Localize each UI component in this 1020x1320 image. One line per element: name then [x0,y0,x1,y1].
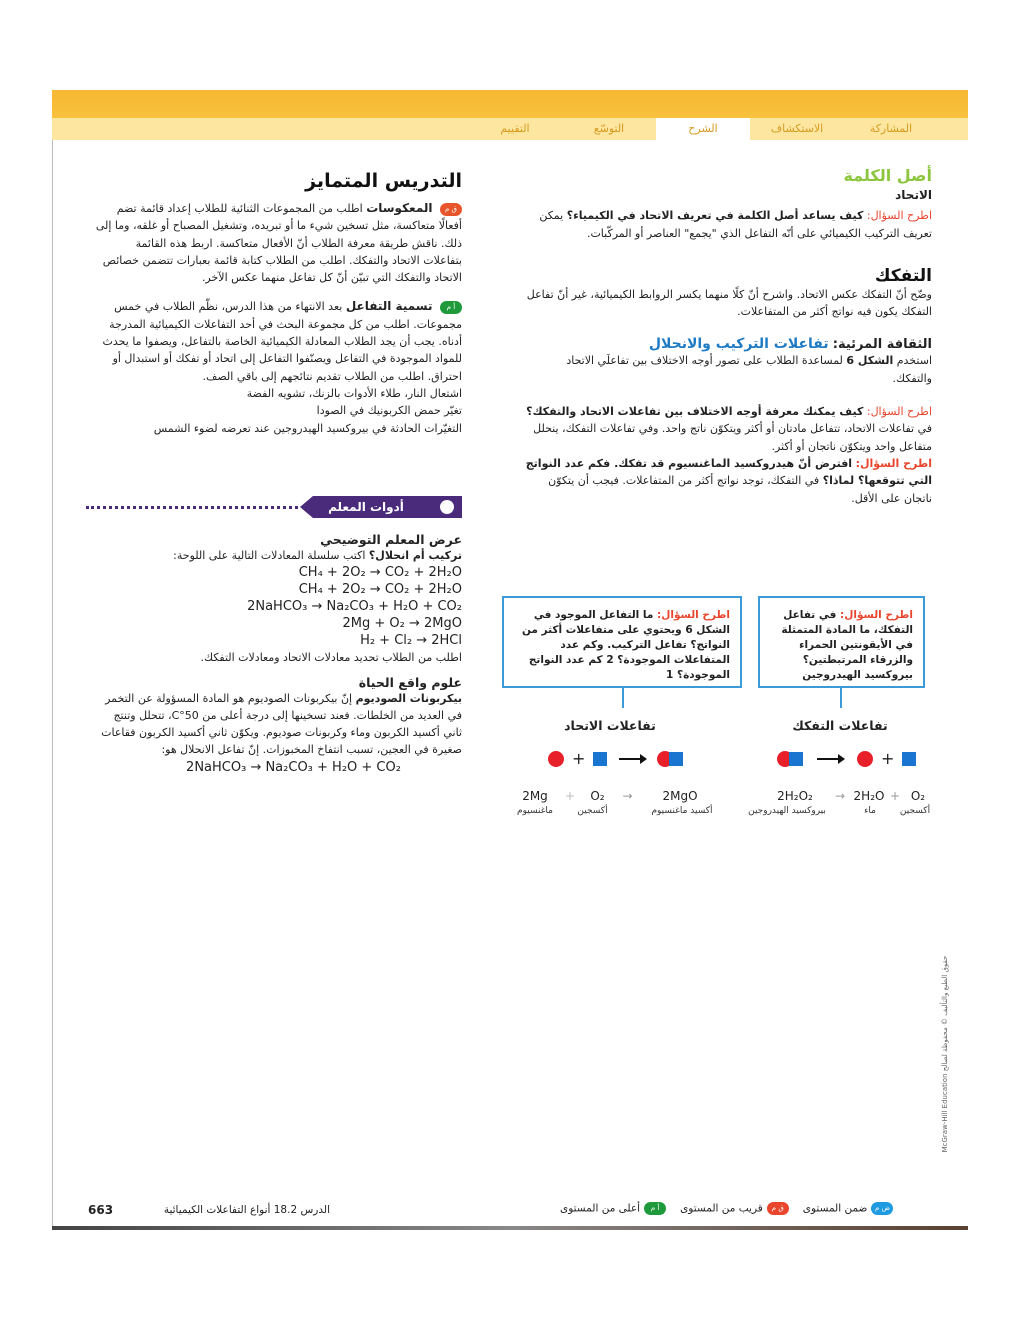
left-column [95,170,462,437]
answer-text: في التفكك، توجد نواتج أكثر من المتفاعلات. فيجب أن يتكوّن ناتجان على الأقل. [548,474,932,505]
question-text: كيف يساعد أصل الكلمة في تعريف الاتحاد في الكيمياء؟ [566,209,864,223]
legend-beyond [560,1202,666,1215]
legend-label: قريب من المستوى [680,1202,763,1215]
activity-text: بعد الانتهاء من هذا الدرس، نظّم الطلاب في خمس مجموعات. اطلب من كل مجموعة البحث في أحد التفاعلات الكيميائية المدرجة أدناه. يجب أن يجد الطلاب المعادلة الكيميائية الخاصة بالتفاعل، ويصفوا ما يحدث للمواد الموجودة في التفاعل ويصنّفوا التفاعل إلى اتحاد أو تفكك أو استبدال أو احتراق. اطلب من الطلاب تقديم نتائجهم إلى باقي الصف. [102,300,462,383]
question-box-decomposition [758,596,925,688]
red-atom-icon [857,751,873,767]
level-legend [560,1202,932,1215]
copyright-note: حقوق الطبع والتأليف © محفوظة لصالح McGraw-Hill Education [941,955,949,1153]
synthesis-model [548,748,683,768]
formula-o2: O₂ [590,789,605,803]
visual-label: الثقافة المرئية: [832,337,932,353]
blue-atom-icon [789,752,803,766]
tab-explain[interactable]: الشرح [656,118,750,140]
tab-explore[interactable]: الاستكشاف [770,122,824,135]
blue-atom-icon [593,752,607,766]
label-water: ماء [864,806,876,816]
connector-line [840,688,842,708]
figure-ref: الشكل 6 [846,354,894,368]
formula-mg: 2Mg [522,789,548,803]
activity-text: اطلب من المجموعات الثنائية للطلاب إعداد قائمة تضم أفعالًا متعاكسة، مثل تسخين شيء ما أو تبريده، وتشغيل المصباح أو غلقه، وما إلى ذلك. ناقش طريقة معرفة الطلاب أنّ الأفعال متعاكسة. اربط هذه القائمة بتفاعلات الاتحاد والتفكك. اطلب من الطلاب كتابة قائمة بعبارات تتضمن خصائص الاتحاد والتفكك التي تبيّن أنّ كل تفاعل منهما عكس الآخر. [95,202,462,285]
on-level-badge: ض م [871,1202,893,1215]
ask-label: اطرح السؤال: [855,456,932,470]
demo-question: تركيب أم انحلال؟ [368,549,462,562]
activity-opposites [95,200,462,286]
question-magnesium [525,455,932,507]
right-column [525,166,932,507]
demo-heading: عرض المعلم التوضيحي [320,532,462,547]
reaction-list [95,385,462,437]
ask-label: اطرح السؤال: [866,405,932,419]
tab-elaborate[interactable]: التوسّع [593,122,625,135]
arrow-icon [817,758,843,760]
lesson-label: الدرس 18.2 أنواع التفاعلات الكيميائية [163,1204,330,1216]
arrow-sign: → [622,789,633,803]
decomposition-title: تفاعلات التفكك [792,718,888,733]
equation: 2Mg + O₂ → 2MgO [342,616,462,632]
formula-h2o2: 2H₂O₂ [777,789,813,803]
beyond-level-badge: أ م [440,301,462,314]
question-word-origin [525,207,932,242]
legend-on-level [803,1202,894,1215]
teacher-demo [95,532,462,776]
question-text: كيف يمكنك معرفة أوجه الاختلاف بين تفاعلات الاتحاد والتفكك؟ [526,405,864,419]
box-text: ما التفاعل الموجود في الشكل 6 ويحتوي على متفاعلات أكثر من النواتج؟ تفاعل التركيب. وكم عدد المتفاعلات الموجودة؟ 2 كم عدد النواتج الموجودة؟ 1 [521,609,730,681]
real-world-text [95,690,462,759]
approaching-level-badge: ق م [767,1202,789,1215]
dotted-divider [86,506,298,509]
label-hydrogen-peroxide: بيروكسيد الهيدروجين [748,806,826,816]
legend-label: أعلى من المستوى [560,1202,641,1215]
plus-sign: + [564,789,576,803]
plus-sign: + [889,789,901,803]
approaching-level-badge: ق م [440,203,462,216]
arrow-icon [619,758,645,760]
ask-label: اطرح السؤال: [657,609,730,621]
demo-instruction: اطلب من الطلاب تحديد معادلات الاتحاد ومعادلات التفكك. [200,651,462,665]
question-box-synthesis [502,596,742,688]
question-differences [525,403,932,455]
visual-literacy-heading [525,336,932,352]
activity-title: المعكوسات [366,201,433,215]
plus-icon: + [572,749,586,768]
header-bar [52,90,968,118]
list-item: اشتعال النار، طلاء الأدوات بالزنك، تشويه الفضة [246,386,462,400]
arrow-sign: → [834,789,846,803]
label-magnesium-oxide: أكسيد ماغنسيوم [651,806,713,816]
real-world-heading: علوم واقع الحياة [358,674,462,690]
synthesis-title: تفاعلات الاتحاد [564,718,656,733]
answer-text: يمكن تعريف التركيب الكيميائي على أنّه التفاعل الذي "يجمع" العناصر أو المركّبات. [539,209,932,240]
equation: 2NaHCO₃ → Na₂CO₃ + H₂O + CO₂ [186,759,401,775]
legend-label: ضمن المستوى [802,1202,868,1215]
real-world-title: بيكربونات الصوديوم [355,691,462,705]
equation: 2NaHCO₃ → Na₂CO₃ + H₂O + CO₂ [247,599,462,615]
red-atom-icon [548,751,564,767]
teacher-tools-label: أدوات المعلم [328,500,404,514]
visual-text-2: لمساعدة الطلاب على تصور أوجه الاختلاف بين تفاعلَي الاتحاد والتفكك. [566,354,932,385]
blue-atom-icon [902,752,916,766]
beyond-level-badge: أ م [644,1202,666,1215]
demo-text: اكتب سلسلة المعادلات التالية على اللوحة: [173,549,366,562]
real-world-body: إنّ بيكربونات الصوديوم هو المادة المسؤولة عن التخمر في العديد من الخلطات. فعند تسخينها إلى درجة أعلى من 50°C، تتحلل وتنتج ثاني أكسيد الكربون وماء وكربونات صوديوم. ويكوّن ثاني أكسيد الكربون فقاعات صغيرة في العجين، تسبب انتفاخ المخبوزات. إنّ تفاعل الانحلال هو: [101,691,462,757]
activity-title: تسمية التفاعل [345,299,433,314]
connector-line [622,688,624,708]
word-origin-heading: أصل الكلمة [843,166,932,185]
list-item: التغيّرات الحادثة في بيروكسيد الهيدروجين عند تعرضه لضوء الشمس [153,421,462,435]
visual-text [525,352,932,387]
ask-label: اطرح السؤال: [840,609,913,621]
decomposition-model [777,748,916,768]
visual-title: تفاعلات التركيب والانحلال [648,336,829,353]
ask-label: اطرح السؤال: [866,209,932,223]
question-text: افترض أنّ هيدروكسيد الماغنسيوم قد تفكك. فكم عدد النواتج التي تتوقعها؟ لماذا؟ [525,456,932,488]
equation: CH₄ + 2O₂ → CO₂ + 2H₂O [298,582,462,598]
decomposition-text: وضّح أنّ التفكك عكس الاتحاد. واشرح أنّ كلًا منهما يكسر الروابط الكيميائية، غير أنّ تفاعل التفكك يكون فيه نواتج أكثر من المتفاعلات. [526,287,932,319]
equation: H₂ + Cl₂ → 2HCl [360,633,462,649]
legend-approaching [680,1202,789,1215]
demo-intro [95,547,462,564]
tab-engage[interactable]: المشاركة [869,122,913,135]
label-magnesium: ماغنسيوم [517,806,553,816]
differentiated-instruction-heading: التدريس المتمايز [305,170,462,192]
visual-text-1: استخدم [896,354,932,368]
answer-text: في تفاعلات الاتحاد، تتفاعل مادتان أو أكثر ويتكوّن ناتج واحد. وفي تفاعلات التفكك، ينحلل متفاعل واحد ويتكوّن ناتجان أو أكثر. [533,422,932,453]
plus-icon: + [881,749,895,768]
formula-o2: O₂ [910,789,926,803]
formula-mgo: 2MgO [662,789,698,803]
footer-rule [52,1226,968,1230]
tab-evaluate[interactable]: التقييم [500,122,530,135]
phase-tabs [52,118,968,140]
equation: CH₄ + 2O₂ → CO₂ + 2H₂O [298,565,462,581]
formula-h2o: 2H₂O [853,789,885,803]
decomposition-heading: التفكك [874,265,932,286]
box-text: في تفاعل التفكك، ما المادة المتمثلة في الأيقونتين الحمراء والزرقاء المرتبطتين؟ بيروكسيد الهيدروجين [781,609,913,681]
label-oxygen: أكسجين [577,806,608,816]
page-number: 663 [88,1203,114,1217]
activity-name-reaction [95,298,462,384]
label-oxygen: أكسجين [899,806,931,816]
blue-atom-icon [669,752,683,766]
list-item: تغيّر حمض الكربونيك في الصودا [316,404,462,418]
word-origin-term: الاتحاد [895,188,932,202]
